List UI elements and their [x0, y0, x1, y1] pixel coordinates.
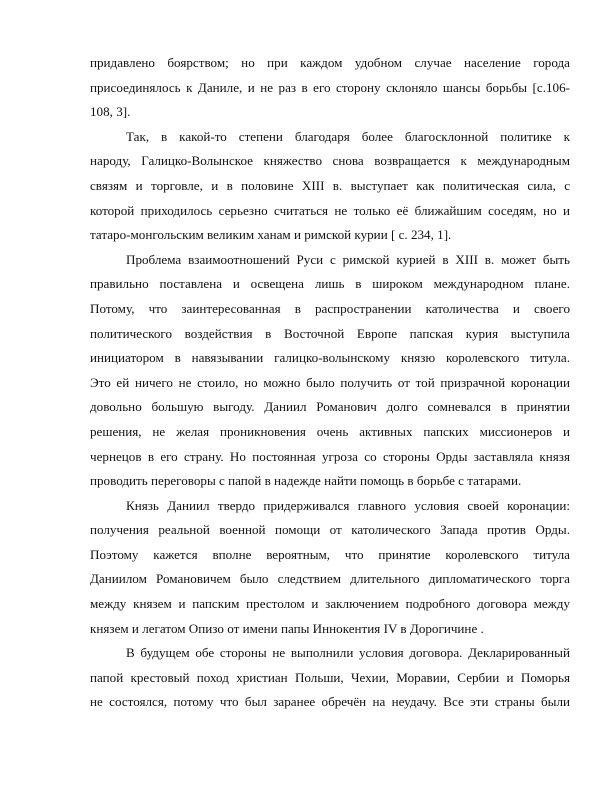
text-line: инициатором в навязывании галицко-волынскому князю королевского титула.: [90, 350, 570, 366]
text-line: Даниилом Романовичем было следствием длительного дипломатического торга: [90, 571, 570, 587]
text-line: папой крестовый поход христиан Польши, Чехии, Моравии, Сербии и Поморья: [90, 669, 570, 685]
text-line: правильно поставлена и освещена лишь в широком международном плане.: [90, 276, 570, 292]
text-line: не состоялся, потому что был заранее обречён на неудачу. Все эти страны были: [90, 694, 570, 710]
text-line: проводить переговоры с папой в надежде найти помощь в борьбе с татарами.: [90, 473, 522, 489]
text-line: Князь Даниил твердо придерживался главного условия своей коронации:: [126, 497, 570, 513]
text-line: Это ей ничего не стоило, но можно было получить от той призрачной коронации: [90, 374, 570, 390]
paragraph-5: [90, 641, 570, 715]
text-line: получения реальной военной помощи от католического Запада против Орды.: [90, 522, 570, 538]
text-line: довольно большую выгоду. Даниил Романович долго сомневался в принятии: [90, 399, 570, 415]
text-line: политического воздействия в Восточной Европе папская курия выступила: [90, 325, 570, 341]
text-line: Потому, что заинтересованная в распространении католичества и своего: [90, 300, 570, 316]
text-line: Проблема взаимоотношений Руси с римской курией в XIII в. может быть: [126, 251, 570, 267]
paragraph-2: [90, 125, 570, 248]
paragraph-4: [90, 494, 570, 642]
text-line: В будущем обе стороны не выполнили условия договора. Декларированный: [126, 645, 570, 661]
text-line: князем и легатом Опизо от имени папы Иннокентия IV в Дорогичине .: [90, 620, 484, 636]
text-line: Так, в какой-то степени благодаря более благосклонной политике к: [126, 128, 570, 144]
text-line: татаро-монгольским великим ханам и римской курии [ с. 234, 1].: [90, 227, 452, 243]
text-line: придавлено боярством; но при каждом удобном случае население города: [90, 55, 570, 70]
document-body: [90, 51, 570, 715]
text-line: 108, 3].: [90, 104, 131, 120]
paragraph-3: [90, 248, 570, 494]
text-line: народу, Галицко-Волынское княжество снова возвращается к международным: [90, 153, 570, 169]
text-line: которой приходилось серьезно считаться не только её ближайшим соседям, но и: [90, 202, 570, 218]
text-line: присоединялось к Даниле, и не раз в его сторону склоняло шансы борьбы [с.106-: [90, 79, 570, 95]
text-line: чернецов в его страну. Но постоянная угроза со стороны Орды заставляла князя: [90, 448, 570, 464]
paragraph-1: [90, 51, 570, 125]
text-line: между князем и папским престолом и заключением подробного договора между: [90, 596, 570, 612]
text-line: связям и торговле, и в половине XIII в. выступает как политическая сила, с: [90, 177, 570, 193]
text-line: Поэтому кажется вполне вероятным, что принятие королевского титула: [90, 546, 570, 562]
text-line: решения, не желая проникновения очень активных папских миссионеров и: [90, 423, 570, 439]
